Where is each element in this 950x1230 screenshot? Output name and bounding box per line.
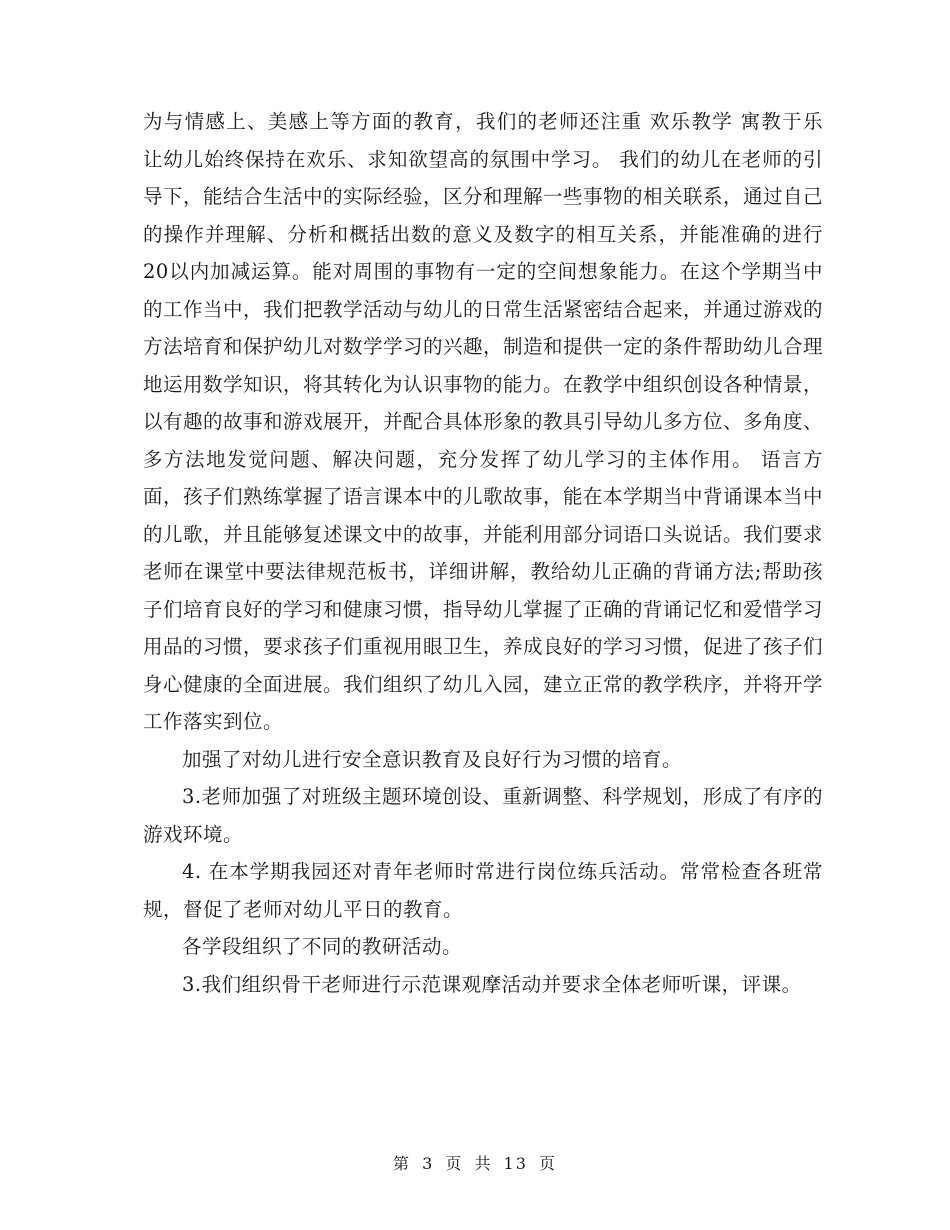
paragraph-5: 各学段组织了不同的教研活动。	[182, 935, 463, 958]
paragraph-3: 3.老师加强了对班级主题环境创设、重新调整、科学规划，形成了有序的游戏环境。	[143, 785, 823, 846]
paragraph-2: 加强了对幼儿进行安全意识教育及良好行为习惯的培育。	[182, 747, 683, 771]
document-body	[143, 103, 823, 1003]
paragraph-4: 4. 在本学期我园还对青年老师时常进行岗位练兵活动。常常检查各班常规，督促了老师对幼儿平日的教育。	[143, 860, 823, 921]
paragraph-1: 为与情感上、美感上等方面的教育，我们的老师还注重 欢乐教学 寓教于乐 让幼儿始终保持在欢乐、求知欲望高的氛围中学习。 我们的幼儿在老师的引导下，能结合生活中的实际经验，区分和理解一些事物的相关联系，通过自己的操作并理解、分析和概括出数的意义及数字的相互关系，并能准确的进行20以内加减运算。能对周围的事物有一定的空间想象能力。在这个学期当中的工作当中，我们把教学活动与幼儿的日常生活紧密结合起来，并通过游戏的方法培育和保护幼儿对数学学习的兴趣，制造和提供一定的条件帮助幼儿合理地运用数学知识，将其转化为认识事物的能力。在教学中组织创设各种情景，以有趣的故事和游戏展开，并配合具体形象的教具引导幼儿多方位、多角度、多方法地发觉问题、解决问题，充分发挥了幼儿学习的主体作用。 语言方面，孩子们熟练掌握了语言课本中的儿歌故事，能在本学期当中背诵课本当中的儿歌，并且能够复述课文中的故事，并能利用部分词语口头说话。我们要求老师在课堂中要法律规范板书，详细讲解，教给幼儿正确的背诵方法;帮助孩子们培育良好的学习和健康习惯，指导幼儿掌握了正确的背诵记忆和爱惜学习用品的习惯，要求孩子们重视用眼卫生，养成良好的学习习惯，促进了孩子们身心健康的全面进展。我们组织了幼儿入园，建立正常的教学秩序，并将开学工作落实到位。	[143, 110, 824, 733]
page-footer: 第 3 页 共 13 页	[393, 1154, 557, 1173]
paragraph-6: 3.我们组织骨干老师进行示范课观摩活动并要求全体老师听课，评课。	[182, 972, 802, 996]
